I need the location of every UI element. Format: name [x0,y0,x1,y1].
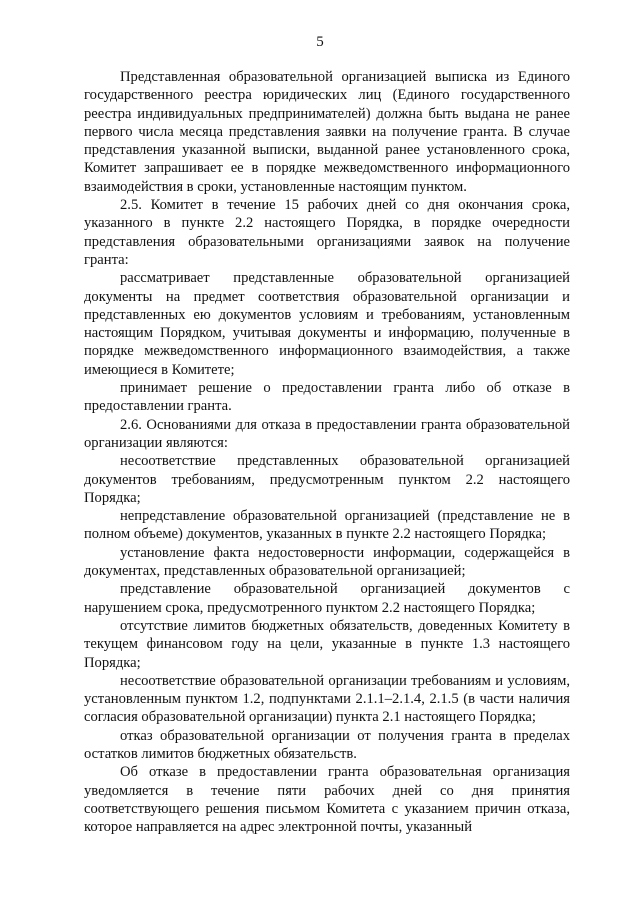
paragraph-reviews-documents: рассматривает представленные образовательной организацией документы на предмет соответствия образовательной организации и представленных ею документов условиям и требованиям, установленным настоящим Порядком, учитывая документы и информацию, полученные в порядке межведомственного информационного взаимодействия, а также имеющиеся в Комитете; [84,270,570,378]
paragraph-refusal-nonsubmission: непредставление образовательной организацией (представление не в полном объеме) документов, указанных в пункте 2.2 настоящего Порядка; [84,508,570,543]
paragraph-refusal-requirements: несоответствие образовательной организации требованиям и условиям, установленным пунктом 1.2, подпунктами 2.1.1–2.1.4, 2.1.5 (в части наличия согласия образовательной организации) пункта 2.1 настоящего Порядка; [84,672,570,726]
paragraph-extract-requirement: Представленная образовательной организацией выписка из Единого государственного реестра юридических лиц (Единого государственного реестра индивидуальных предпринимателей) должна быть выдана не ранее первого числа месяца представления заявки на получение гранта. В случае представления указанной выписки, выданной ранее установленного срока, Комитет запрашивает ее в порядке межведомственного информационного взаимодействия в сроки, установленные настоящим пунктом. [84,69,570,195]
paragraph-refusal-false-info: установление факта недостоверности информации, содержащейся в документах, представленных образовательной организацией; [84,544,570,580]
paragraph-2-5: 2.5. Комитет в течение 15 рабочих дней со дня окончания срока, указанного в пункте 2.2 настоящего Порядка, в порядке очередности представления образовательными организациями заявок на получение гранта: [84,197,570,268]
paragraph-refusal-declined: отказ образовательной организации от получения гранта в пределах остатков лимитов бюджетных обязательств. [84,727,570,762]
paragraph-refusal-no-limits: отсутствие лимитов бюджетных обязательств, доведенных Комитету в текущем финансовом году на цели, указанные в пункте 1.3 настоящего Порядка; [84,617,570,671]
paragraph-refusal-notice: Об отказе в предоставлении гранта образовательная организация уведомляется в течение пяти рабочих дней со дня принятия соответствующего решения письмом Комитета с указанием причин отказа, которое направляется на адрес электронной почты, указанный [84,764,570,836]
paragraph-makes-decision: принимает решение о предоставлении гранта либо об отказе в предоставлении гранта. [84,380,570,415]
paragraph-refusal-nonconformity: несоответствие представленных образовательной организацией документов требованиям, предусмотренным пунктом 2.2 настоящего Порядка; [84,453,570,506]
paragraph-2-6: 2.6. Основаниями для отказа в предоставлении гранта образовательной организации являются: [84,416,570,451]
document-body [84,68,570,836]
page-number: 5 [316,34,324,50]
paragraph-refusal-late: представление образовательной организацией документов с нарушением срока, предусмотренного пунктом 2.2 настоящего Порядка; [84,581,570,616]
